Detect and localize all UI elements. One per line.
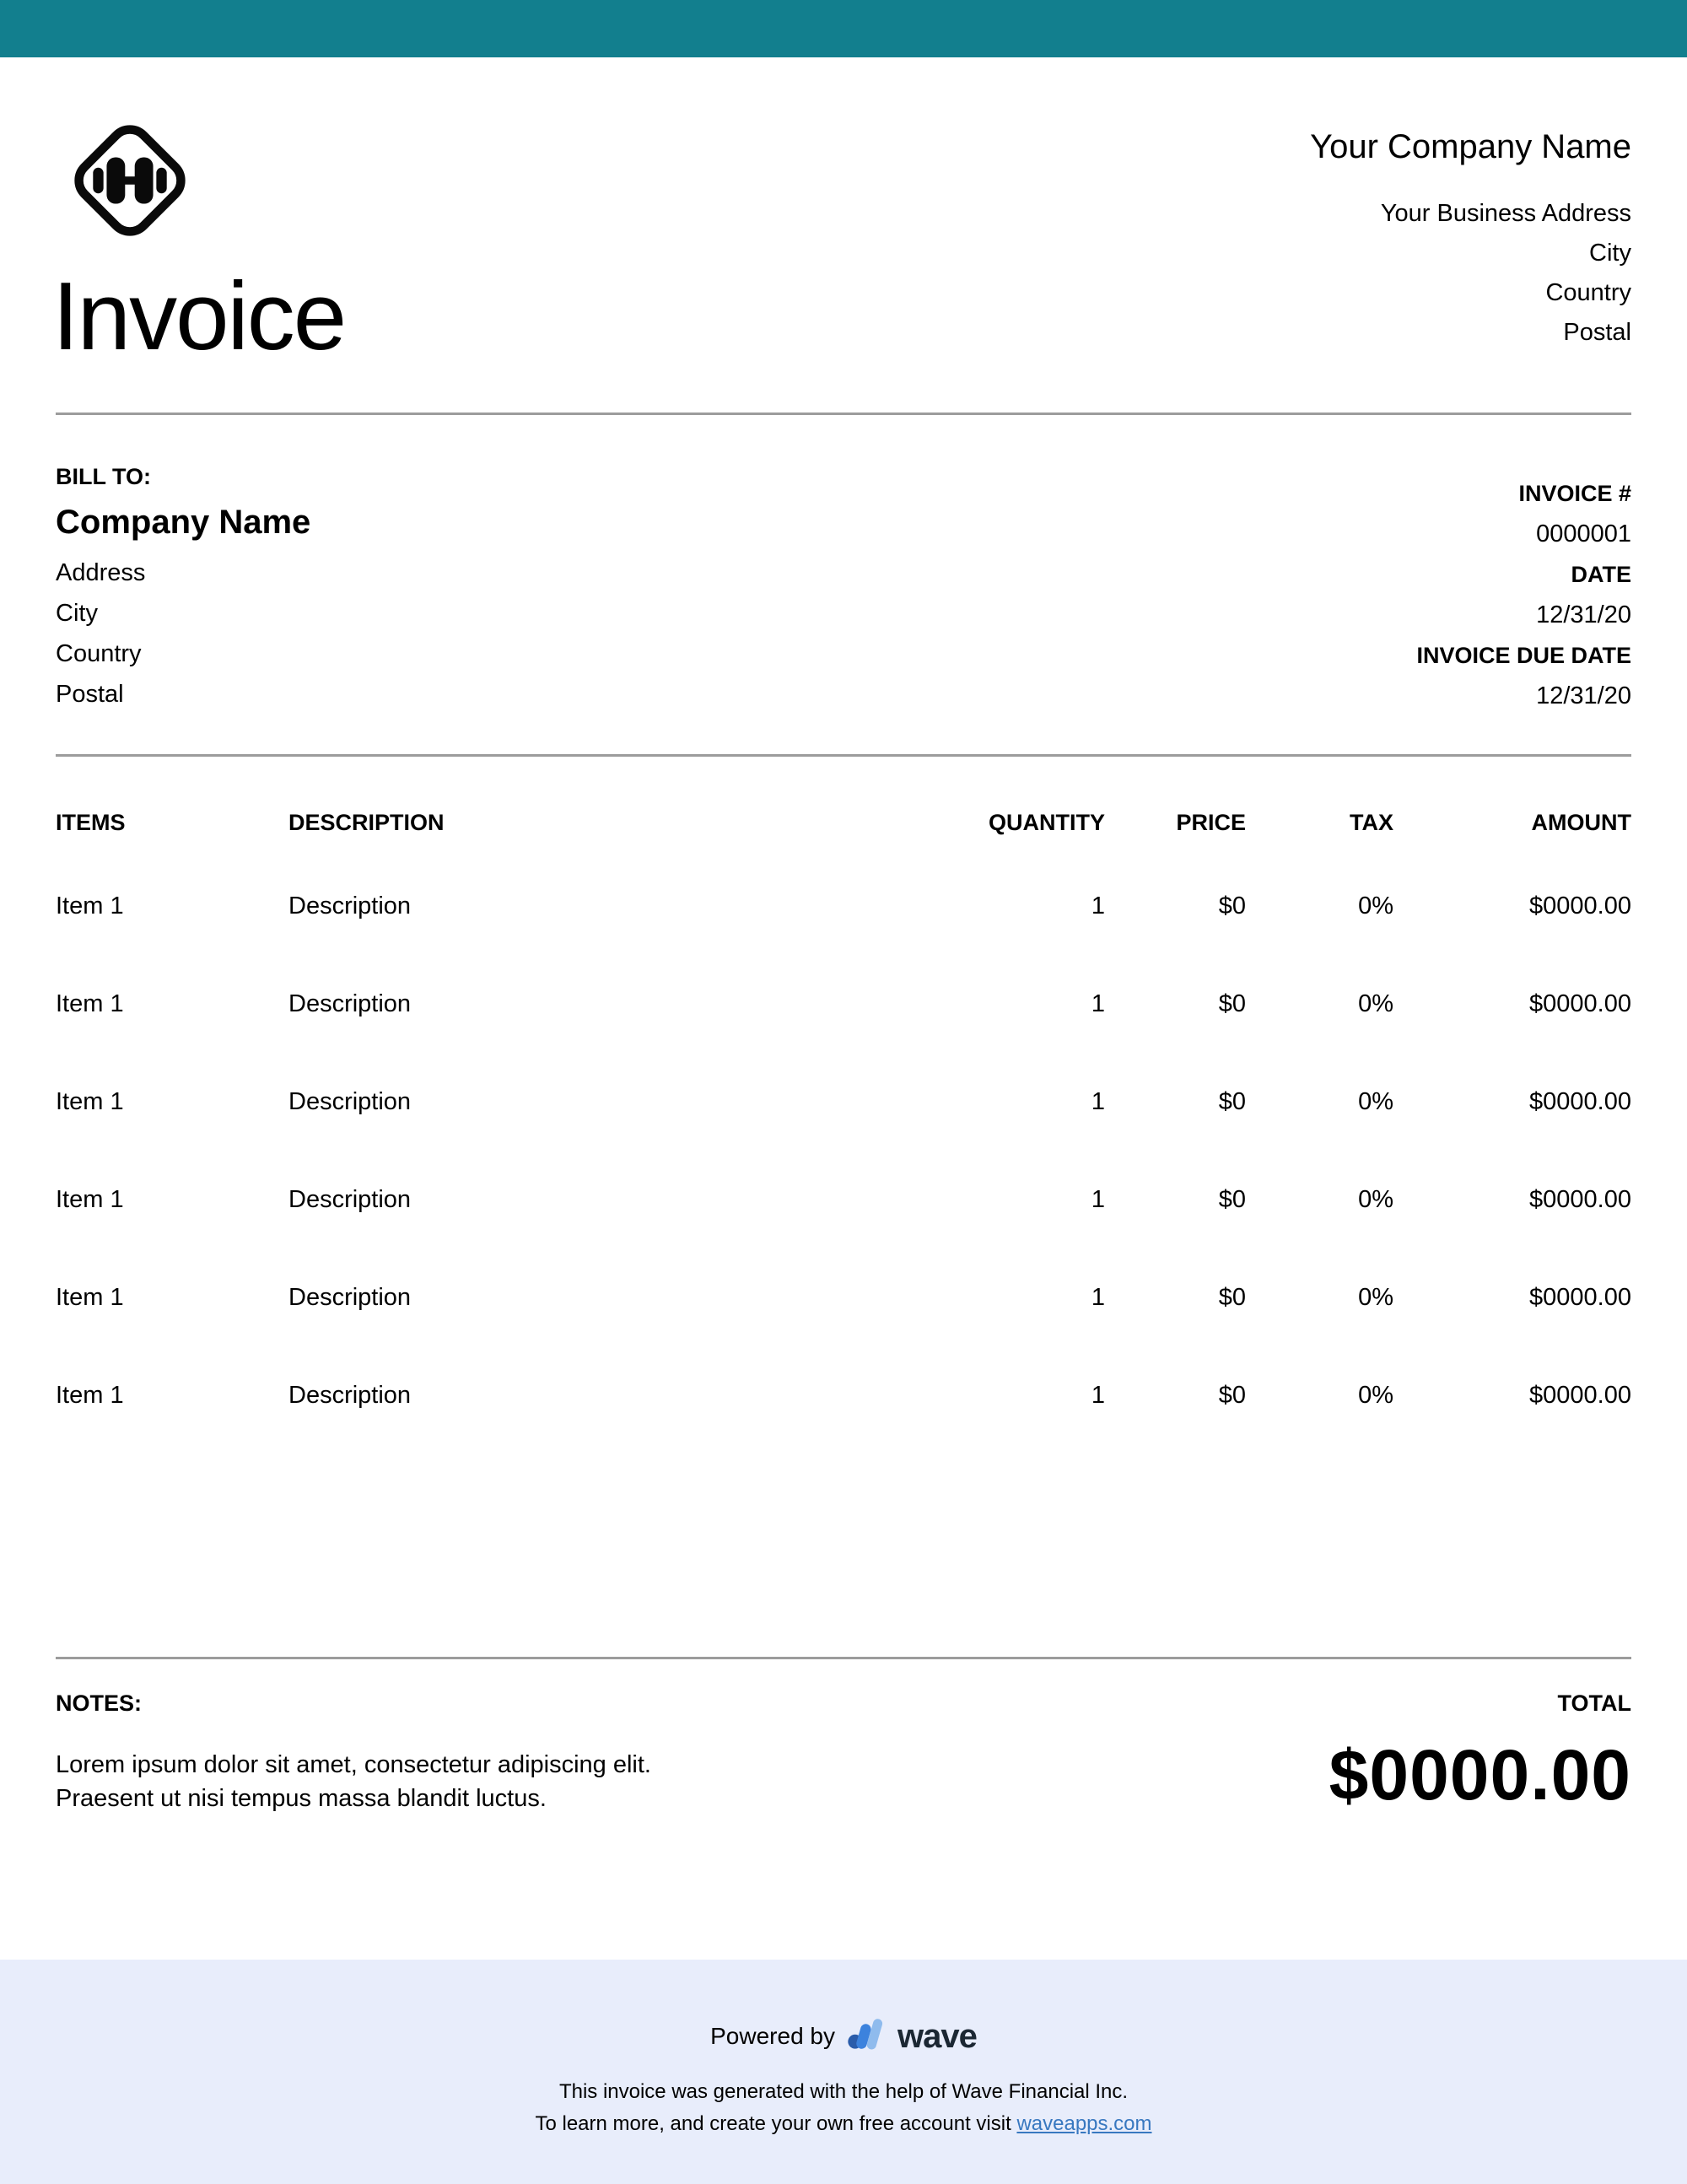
description-cell: Description <box>288 990 412 1017</box>
description-cell: Description <box>288 1382 412 1409</box>
company-name: Your Company Name <box>1310 128 1631 165</box>
item-cell: Item 1 <box>56 1382 124 1409</box>
footer-line1: This invoice was generated with the help of Wave Financial Inc. <box>558 2080 1129 2103</box>
accent-bar <box>0 0 1687 57</box>
table-row <box>56 1284 1631 1382</box>
description-cell: Description <box>288 1186 412 1213</box>
quantity-cell: 1 <box>1091 1088 1105 1115</box>
total-label: TOTAL <box>1557 1691 1631 1716</box>
item-cell: Item 1 <box>56 1284 124 1311</box>
bill-to-company: Company Name <box>56 504 311 541</box>
price-cell: $0 <box>1218 1284 1246 1311</box>
company-address: Your Business Address <box>1380 200 1631 227</box>
amount-header: AMOUNT <box>1531 810 1631 835</box>
dumbbell-diamond-icon <box>66 115 194 246</box>
company-city: City <box>1589 240 1631 267</box>
description-cell: Description <box>288 1284 412 1311</box>
table-row <box>56 1186 1631 1284</box>
table-row <box>56 1088 1631 1186</box>
quantity-cell: 1 <box>1091 990 1105 1017</box>
tax-cell: 0% <box>1358 990 1393 1017</box>
price-cell: $0 <box>1218 1382 1246 1409</box>
divider <box>56 754 1631 757</box>
bill-to-city: City <box>56 600 98 627</box>
invoice-number: 0000001 <box>1536 520 1631 547</box>
divider <box>56 413 1631 415</box>
description-header: DESCRIPTION <box>288 810 445 835</box>
quantity-cell: 1 <box>1091 892 1105 919</box>
table-row <box>56 1382 1631 1480</box>
company-country: Country <box>1545 279 1631 306</box>
invoice-due-date-label: INVOICE DUE DATE <box>1416 643 1631 668</box>
price-header: PRICE <box>1176 810 1246 835</box>
wave-wordmark: wave <box>897 2017 977 2055</box>
notes-text <box>56 1748 651 1815</box>
price-cell: $0 <box>1218 1186 1246 1213</box>
amount-cell: $0000.00 <box>1529 1088 1631 1115</box>
quantity-header: QUANTITY <box>989 810 1105 835</box>
bill-to-label: BILL TO: <box>56 464 151 489</box>
amount-cell: $0000.00 <box>1529 1382 1631 1409</box>
tax-cell: 0% <box>1358 1088 1393 1115</box>
bill-to-block <box>56 456 310 715</box>
bill-to-postal: Postal <box>56 681 124 708</box>
tax-header: TAX <box>1350 810 1393 835</box>
total-amount: $0000.00 <box>1329 1735 1631 1815</box>
tax-cell: 0% <box>1358 1382 1393 1409</box>
bill-to-address: Address <box>56 559 146 586</box>
invoice-meta-block <box>1416 473 1631 716</box>
footer-line2: To learn more, and create your own free account visit waveapps.com <box>535 2112 1152 2135</box>
footer <box>0 1960 1687 2184</box>
items-header: ITEMS <box>56 810 126 835</box>
invoice-date-label: DATE <box>1571 562 1631 587</box>
powered-by-label: Powered by <box>710 2023 835 2049</box>
description-cell: Description <box>288 1088 412 1115</box>
item-cell: Item 1 <box>56 892 124 919</box>
wave-logo-icon <box>847 2017 886 2056</box>
tax-cell: 0% <box>1358 892 1393 919</box>
notes-label: NOTES: <box>56 1691 143 1716</box>
item-cell: Item 1 <box>56 990 124 1017</box>
item-cell: Item 1 <box>56 1088 124 1115</box>
invoice-date: 12/31/20 <box>1536 601 1631 628</box>
items-table-header <box>56 810 1631 836</box>
powered-by-row <box>0 2015 1687 2057</box>
price-cell: $0 <box>1218 990 1246 1017</box>
items-table-body <box>56 892 1631 1480</box>
footer-fineprint <box>0 2076 1687 2140</box>
amount-cell: $0000.00 <box>1529 892 1631 919</box>
waveapps-link[interactable]: waveapps.com <box>1016 2112 1152 2135</box>
table-row <box>56 892 1631 990</box>
description-cell: Description <box>288 892 412 919</box>
amount-cell: $0000.00 <box>1529 1186 1631 1213</box>
page-title: Invoice <box>52 263 346 370</box>
quantity-cell: 1 <box>1091 1382 1105 1409</box>
price-cell: $0 <box>1218 1088 1246 1115</box>
company-block <box>1310 127 1631 353</box>
amount-cell: $0000.00 <box>1529 990 1631 1017</box>
company-postal: Postal <box>1563 319 1631 346</box>
quantity-cell: 1 <box>1091 1186 1105 1213</box>
divider <box>56 1657 1631 1659</box>
item-cell: Item 1 <box>56 1186 124 1213</box>
tax-cell: 0% <box>1358 1284 1393 1311</box>
invoice-due-date: 12/31/20 <box>1536 682 1631 709</box>
price-cell: $0 <box>1218 892 1246 919</box>
invoice-number-label: INVOICE # <box>1518 481 1631 506</box>
tax-cell: 0% <box>1358 1186 1393 1213</box>
notes-line: Praesent ut nisi tempus massa blandit luctus. <box>56 1785 547 1812</box>
quantity-cell: 1 <box>1091 1284 1105 1311</box>
bill-to-country: Country <box>56 640 142 667</box>
notes-line: Lorem ipsum dolor sit amet, consectetur adipiscing elit. <box>56 1751 651 1778</box>
amount-cell: $0000.00 <box>1529 1284 1631 1311</box>
table-row <box>56 990 1631 1088</box>
